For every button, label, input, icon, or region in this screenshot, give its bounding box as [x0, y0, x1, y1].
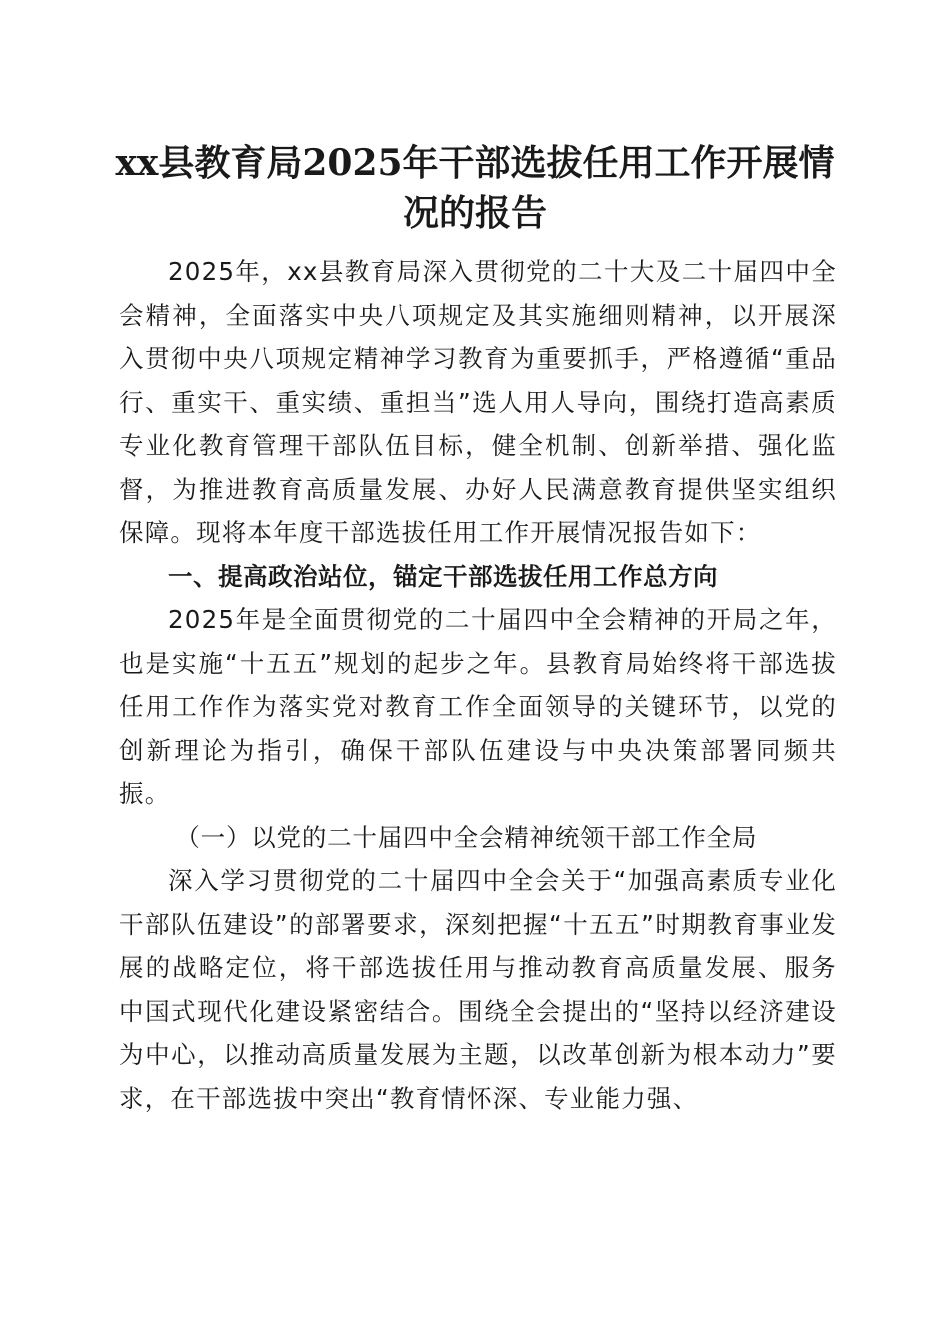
section-1-paragraph: 2025年是全面贯彻党的二十届四中全会精神的开局之年，也是实施“十五五”规划的起步之年。县教育局始终将干部选拔任用工作作为落实党对教育工作全面领导的关键环节，以党的创新理论为指引，确保干部队伍建设与中央决策部署同频共振。	[119, 605, 837, 808]
subsection-1-paragraph: 深入学习贯彻党的二十届四中全会关于“加强高素质专业化干部队伍建设”的部署要求，深刻把握“十五五”时期教育事业发展的战略定位，将干部选拔任用与推动教育高质量发展、服务中国式现代化建设紧密结合。围绕全会提出的“坚持以经济建设为中心，以推动高质量发展为主题，以改革创新为根本动力”要求，在干部选拔中突出“教育情怀深、专业能力强、	[119, 866, 837, 1113]
title-line-1: xx县教育局2025年干部选拔任用工作开展情	[115, 142, 835, 184]
section-1-heading: 一、提高政治站位，锚定干部选拔任用工作总方向	[168, 561, 718, 591]
intro-paragraph: 2025年，xx县教育局深入贯彻党的二十大及二十届四中全会精神，全面落实中央八项规定及其实施细则精神，以开展深入贯彻中央八项规定精神学习教育为重要抓手，严格遵循“重品行、重实干、重实绩、重担当”选人用人导向，围绕打造高素质专业化教育管理干部队伍目标，健全机制、创新举措、强化监督，为推进教育高质量发展、办好人民满意教育提供坚实组织保障。现将本年度干部选拔任用工作开展情况报告如下：	[119, 257, 837, 547]
document-body	[119, 250, 837, 1120]
subsection-1-heading: （一）以党的二十届四中全会精神统领干部工作全局	[175, 822, 758, 852]
title-line-2: 况的报告	[402, 192, 547, 234]
document-title	[100, 138, 850, 238]
